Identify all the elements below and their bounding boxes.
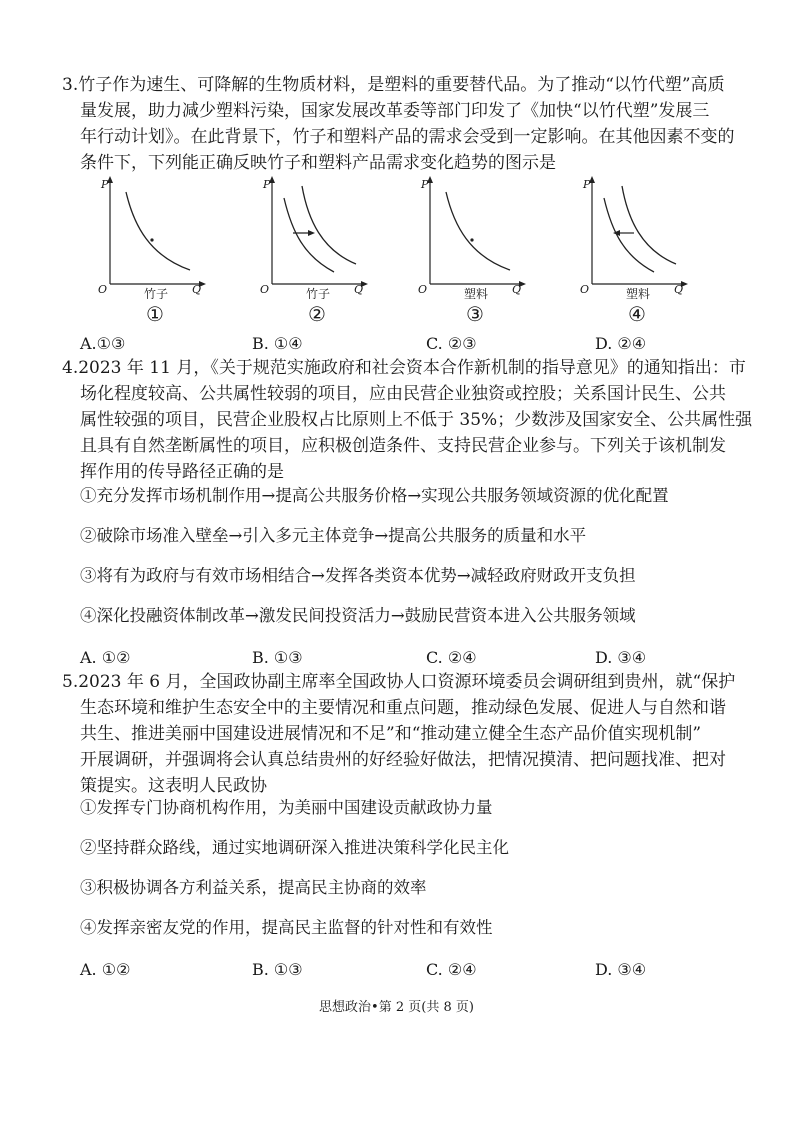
q4-line-2: 场化程度较高、公共属性较弱的项目，应由民营企业独资或控股；关系国计民生、公共	[80, 384, 726, 404]
graph-4-number: ④	[628, 302, 646, 326]
q5-choice-d[interactable]: D. ③④	[595, 960, 647, 979]
graph-3-p-label: P	[421, 178, 429, 191]
graph-2-o-label: O	[260, 283, 270, 296]
q4-item-2: ②破除市场准入壁垒→引入多元主体竞争→提高公共服务的质量和水平	[80, 526, 587, 545]
q3-choice-c[interactable]: C. ②③	[426, 334, 477, 353]
q5-line-4: 开展调研，并强调将会认真总结贵州的好经验好做法，把情况摸清、把问题找准、把对	[80, 750, 726, 770]
graph-4-p-label: P	[583, 178, 591, 191]
q5-choice-c[interactable]: C. ②④	[426, 960, 477, 979]
q5-choice-a[interactable]: A. ①②	[80, 960, 131, 979]
q4-line-5: 挥作用的传导路径正确的是	[80, 462, 284, 482]
q4-line-3: 属性较强的项目，民营企业股权占比原则上不低于 35%；少数涉及国家安全、公共属性强	[80, 410, 753, 430]
graph-4-q-label: Q	[674, 283, 684, 296]
q5-item-4: ④发挥亲密友党的作用，提高民主监督的针对性和有效性	[80, 918, 493, 937]
q5-choices	[80, 960, 770, 980]
q4-choice-d[interactable]: D. ③④	[595, 648, 647, 667]
q3-choice-a[interactable]: A.①③	[80, 334, 126, 353]
q4-choices	[80, 648, 770, 668]
graph-4-o-label: O	[580, 283, 590, 296]
graph-3-number: ③	[466, 302, 484, 326]
q4-item-1: ①充分发挥市场机制作用→提高公共服务价格→实现公共服务领域资源的优化配置	[80, 486, 669, 505]
q3-choice-d[interactable]: D. ②④	[595, 334, 647, 353]
graph-3-q-label: Q	[512, 283, 522, 296]
graph-1-product: 竹子	[144, 287, 169, 301]
q3-line-1: 3.竹子作为速生、可降解的生物质材料，是塑料的重要替代品。为了推动“以竹代塑”高质	[62, 75, 725, 95]
q5-item-1: ①发挥专门协商机构作用，为美丽中国建设贡献政协力量	[80, 798, 493, 817]
q4-choice-c[interactable]: C. ②④	[426, 648, 477, 667]
graph-3-o-label: O	[418, 283, 428, 296]
q5-item-2: ②坚持群众路线，通过实地调研深入推进决策科学化民主化	[80, 838, 509, 857]
graph-4	[570, 176, 710, 326]
q3-line-2: 量发展，助力减少塑料污染，国家发展改革委等部门印发了《加快“以竹代塑”发展三	[80, 101, 710, 121]
graph-2-product: 竹子	[306, 287, 331, 301]
q4-item-3: ③将有为政府与有效市场相结合→发挥各类资本优势→减轻政府财政开支负担	[80, 566, 636, 585]
graph-1-p-label: P	[101, 178, 109, 191]
q4-line-1: 4.2023 年 11 月，《关于规范实施政府和社会资本合作新机制的指导意见》的通知指出：市	[62, 358, 746, 378]
q5-item-3: ③积极协调各方利益关系，提高民主协商的效率	[80, 878, 427, 897]
q4-line-4: 且具有自然垄断属性的项目，应积极创造条件、支持民营企业参与。下列关于该机制发	[80, 436, 726, 456]
q5-choice-b[interactable]: B. ①③	[252, 960, 303, 979]
page-footer: 思想政治•第 2 页(共 8 页)	[319, 1000, 474, 1015]
graph-1-number: ①	[146, 302, 164, 326]
q5-line-2: 生态环境和维护生态安全中的主要情况和重点问题，推动绿色发展、促进人与自然和谐	[80, 698, 726, 718]
q3-graphs	[88, 176, 698, 326]
graph-1-q-label: Q	[192, 283, 202, 296]
q3-choices	[80, 334, 770, 354]
q4-choice-b[interactable]: B. ①③	[252, 648, 303, 667]
graph-1-o-label: O	[98, 283, 108, 296]
q3-line-3: 年行动计划》。在此背景下，竹子和塑料产品的需求会受到一定影响。在其他因素不变的	[80, 127, 735, 147]
graph-2	[250, 176, 390, 326]
graph-4-product: 塑料	[626, 287, 651, 301]
graph-2-q-label: Q	[354, 283, 364, 296]
q3-choice-b[interactable]: B. ①④	[252, 334, 303, 353]
q4-choice-a[interactable]: A. ①②	[80, 648, 131, 667]
q5-line-5: 策提实。这表明人民政协	[80, 776, 267, 796]
graph-3	[408, 176, 548, 326]
q5-line-1: 5.2023 年 6 月，全国政协副主席率全国政协人口资源环境委员会调研组到贵州，就“保护	[62, 672, 736, 692]
q4-item-4: ④深化投融资体制改革→激发民间投资活力→鼓励民营资本进入公共服务领域	[80, 606, 636, 625]
graph-1	[88, 176, 228, 326]
q5-line-3: 共生、推进美丽中国建设进展情况和不足”和“推动建立健全生态产品价值实现机制”	[80, 724, 702, 744]
graph-3-product: 塑料	[464, 287, 489, 301]
graph-2-p-label: P	[263, 178, 271, 191]
graph-2-number: ②	[308, 302, 326, 326]
q3-line-4: 条件下，下列能正确反映竹子和塑料产品需求变化趋势的图示是	[80, 153, 556, 173]
